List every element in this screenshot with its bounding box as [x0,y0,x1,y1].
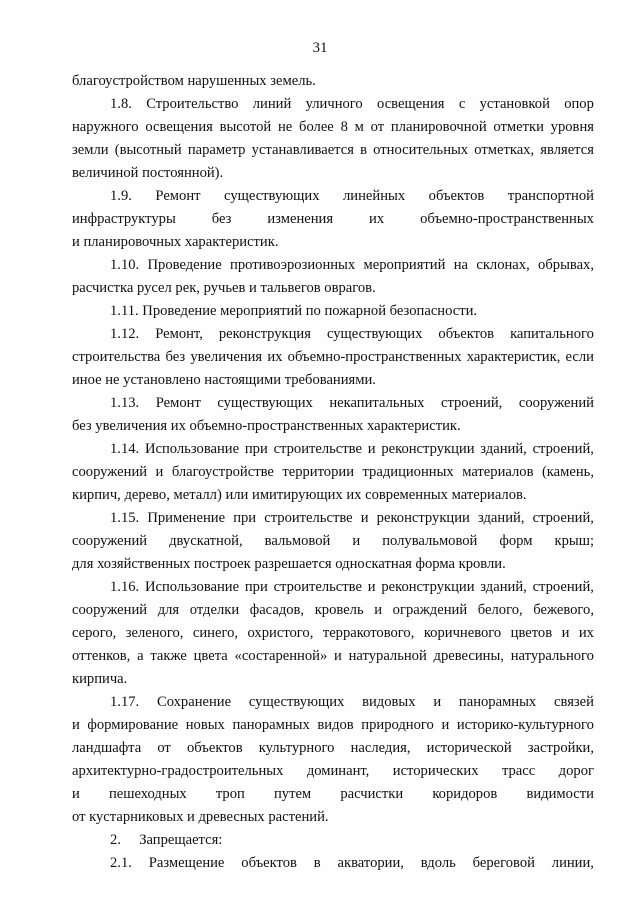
word: мероприятий [363,257,446,273]
word: установкой [479,96,550,112]
word: трасс [501,763,536,779]
word: видов [317,717,354,733]
word: натуральной [348,648,427,664]
word: благоустройстве [171,464,274,480]
word: м [354,119,364,135]
word: Использование [144,441,240,457]
word: уровня [550,119,594,135]
word: 1.13. [110,395,140,411]
paragraph-p2_1 [72,852,594,875]
text-line [72,530,594,553]
word: традиционных [362,464,454,480]
text-line [72,691,594,714]
word: относительных [373,142,469,158]
word: ограждений [392,602,468,618]
word: наружного [72,119,139,135]
paragraph-p1_9 [72,185,594,254]
word: линейных [343,188,406,204]
word: и [72,786,80,802]
word: историко-культурного [456,717,594,733]
word: линий [252,96,292,112]
word: характеристик, [466,349,561,365]
text-line [72,645,594,668]
word: кровель [314,602,364,618]
word: серого, [72,625,117,641]
paragraph-p1_14 [72,438,594,507]
text-line [72,783,594,806]
word: от [370,119,385,135]
word: строений, [532,579,594,595]
word: 2.1. [110,855,132,871]
text-line [72,392,594,415]
word: в [360,142,367,158]
word: реконструкции [376,510,470,526]
text-line [72,438,594,461]
word: и [367,441,376,457]
word: строительстве [273,579,362,595]
word: объемно-пространственных [420,211,594,227]
word: путем [273,786,312,802]
word: линии, [551,855,594,871]
paragraph-p1_17 [72,691,594,829]
word: троп [215,786,245,802]
text-line: 1.11. Проведение мероприятий по пожарной безопасности. [110,303,478,319]
word: параметр [187,142,246,158]
word: является [540,142,594,158]
word: и [360,510,369,526]
word: коридоров [432,786,498,802]
text-line: 2. Запрещается: [110,832,223,848]
text-line [72,346,594,369]
word: Ремонт [155,188,201,204]
text-line [72,622,594,645]
word: 1.12. [110,326,140,342]
word: Использование [144,579,240,595]
word: строительстве [264,510,353,526]
word: связей [554,694,594,710]
word: строительстве [273,441,362,457]
text-line: и планировочных характеристик. [72,234,279,250]
word: наследия, [350,740,411,756]
word: сооружений [72,533,148,549]
word: также [150,648,187,664]
text-line [72,507,594,530]
word: территории [282,464,355,480]
word: объектов [186,740,243,756]
word: культурного [258,740,335,756]
word: 8 [340,119,348,135]
text-line [72,714,594,737]
word: пешеходных [108,786,187,802]
text-line [72,116,594,139]
word: форм [499,533,533,549]
word: вдоль [420,855,456,871]
word: их [267,349,283,365]
word: охристого, [247,625,314,641]
text-line [72,461,594,484]
word: объектов [428,188,485,204]
word: вальмовой [264,533,331,549]
word: 1.10. [110,257,140,273]
word: существующих [248,694,345,710]
text-line [72,139,594,162]
text-line [72,93,594,116]
word: цветов [510,625,553,641]
word: 1.16. [110,579,140,595]
word: ландшафта [72,740,142,756]
word: материалов [462,464,534,480]
word: транспортной [507,188,594,204]
word: объемно-пространственных [287,349,462,365]
paragraph-p1_11 [72,300,594,323]
word: Ремонт, [155,326,203,342]
word: склонах, [476,257,530,273]
word: при [244,441,268,457]
word: крыш; [554,533,594,549]
word: и [352,533,361,549]
word: Сохранение [156,694,232,710]
word: сооружений [72,602,148,618]
word: 1.14. [110,441,140,457]
word: терракотового, [322,625,415,641]
word: застройки, [527,740,594,756]
word: Строительство [146,96,239,112]
text-line: кирпича. [72,671,128,687]
word: и [367,579,376,595]
word: без [211,211,232,227]
word: видовых [362,694,416,710]
word: при [244,579,268,595]
word: их [578,625,594,641]
word: существующих [224,188,320,204]
text-line [72,185,594,208]
word: строений, [532,510,594,526]
word: зеленого, [125,625,184,641]
word: противоэрозионных [230,257,356,273]
word: и [334,648,342,664]
word: капитального [510,326,594,342]
word: планировочной [390,119,487,135]
word: и [374,602,383,618]
word: панорамных [458,694,537,710]
word: зданий, [480,579,527,595]
text-line: благоустройством нарушенных земель. [72,73,316,89]
word: Размещение [148,855,225,871]
word: 1.15. [110,510,140,526]
word: строительства [72,349,161,365]
word: на [453,257,469,273]
word: обрывах, [538,257,594,273]
word: фасадов, [249,602,305,618]
text-line: расчистка русел рек, ручьев и тальвегов оврагов. [72,280,376,296]
word: и [433,694,442,710]
word: увеличения [190,349,263,365]
word: Проведение [147,257,222,273]
word: оттенков, [72,648,131,664]
word: 1.8. [110,96,132,112]
word: некапитальных [329,395,425,411]
word: белого, [477,602,523,618]
text-line [72,208,594,231]
word: доминант, [306,763,370,779]
word: существующих [217,395,313,411]
word: освещения [145,119,213,135]
word: видимости [526,786,594,802]
text-line: иное не установлено настоящими требованиями. [72,372,376,388]
word: существующих [326,326,423,342]
word: с [458,96,466,112]
word: устанавливается [251,142,354,158]
text-line [72,576,594,599]
word: отметках, [474,142,535,158]
word: опор [564,96,594,112]
text-line [72,323,594,346]
word: их [369,211,385,227]
text-line [72,737,594,760]
word: если [565,349,594,365]
word: береговой [472,855,535,871]
word: 1.9. [110,188,132,204]
word: расчистки [340,786,404,802]
word: не [277,119,293,135]
word: высотой [219,119,272,135]
paragraph-p1_12 [72,323,594,392]
text-line [72,760,594,783]
word: и [72,717,80,733]
word: более [299,119,334,135]
word: зданий, [480,441,527,457]
text-line: величиной постоянной). [72,165,224,181]
paragraph-p1_8 [72,93,594,185]
word: уличного [305,96,363,112]
word: а [137,648,144,664]
word: полувальмовой [382,533,478,549]
word: реконструкция [218,326,311,342]
word: объектов [241,855,297,871]
word: исторической [426,740,512,756]
document-body [72,70,594,875]
word: реконструкции [381,441,475,457]
paragraph-p1_16 [72,576,594,691]
word: натурального [510,648,594,664]
word: зданий, [477,510,525,526]
paragraph-cont [72,70,594,93]
word: (камень, [541,464,594,480]
word: природного [361,717,434,733]
word: коричневого [423,625,502,641]
word: бежевого, [533,602,594,618]
paragraph-p1_13 [72,392,594,438]
word: Применение [147,510,226,526]
text-line: для хозяйственных построек разрешается односкатная форма кровли. [72,556,506,572]
text-line: кирпич, дерево, металл) или имитирующих их современных материалов. [72,487,527,503]
word: панорамных [232,717,310,733]
word: и [155,464,164,480]
word: (высотный [114,142,182,158]
page-number: 31 [312,40,328,56]
word: формирование [87,717,179,733]
word: и [561,625,570,641]
word: отделки [189,602,240,618]
text-line: без увеличения их объемно-пространственных характеристик. [72,418,461,434]
word: дорог [558,763,594,779]
word: 1.17. [110,694,140,710]
word: и [441,717,450,733]
word: отметки [493,119,544,135]
word: новых [185,717,225,733]
word: акватории, [337,855,404,871]
word: синего, [192,625,239,641]
text-line [72,254,594,277]
word: архитектурно-градостроительных [72,763,284,779]
word: земли [72,142,109,158]
word: инфраструктуры [72,211,176,227]
word: от [157,740,171,756]
paragraph-p1_15 [72,507,594,576]
word: строений, [532,441,594,457]
word: реконструкции [381,579,475,595]
word: для [157,602,180,618]
word: объектов [438,326,495,342]
word: «состаренной» [234,648,328,664]
word: изменения [267,211,334,227]
text-line [72,852,594,875]
text-line [72,599,594,622]
paragraph-p1_10 [72,254,594,300]
text-line: от кустарниковых и древесных растений. [72,809,329,825]
word: сооружений [518,395,594,411]
word: цвета [193,648,228,664]
word: Ремонт [155,395,201,411]
word: исторических [392,763,479,779]
word: строений, [440,395,503,411]
word: в [313,855,321,871]
word: сооружений [72,464,148,480]
word: при [233,510,257,526]
word: древесины, [433,648,504,664]
word: двускатной, [169,533,243,549]
word: без [165,349,186,365]
paragraph-p2 [72,829,594,852]
word: освещения [377,96,445,112]
